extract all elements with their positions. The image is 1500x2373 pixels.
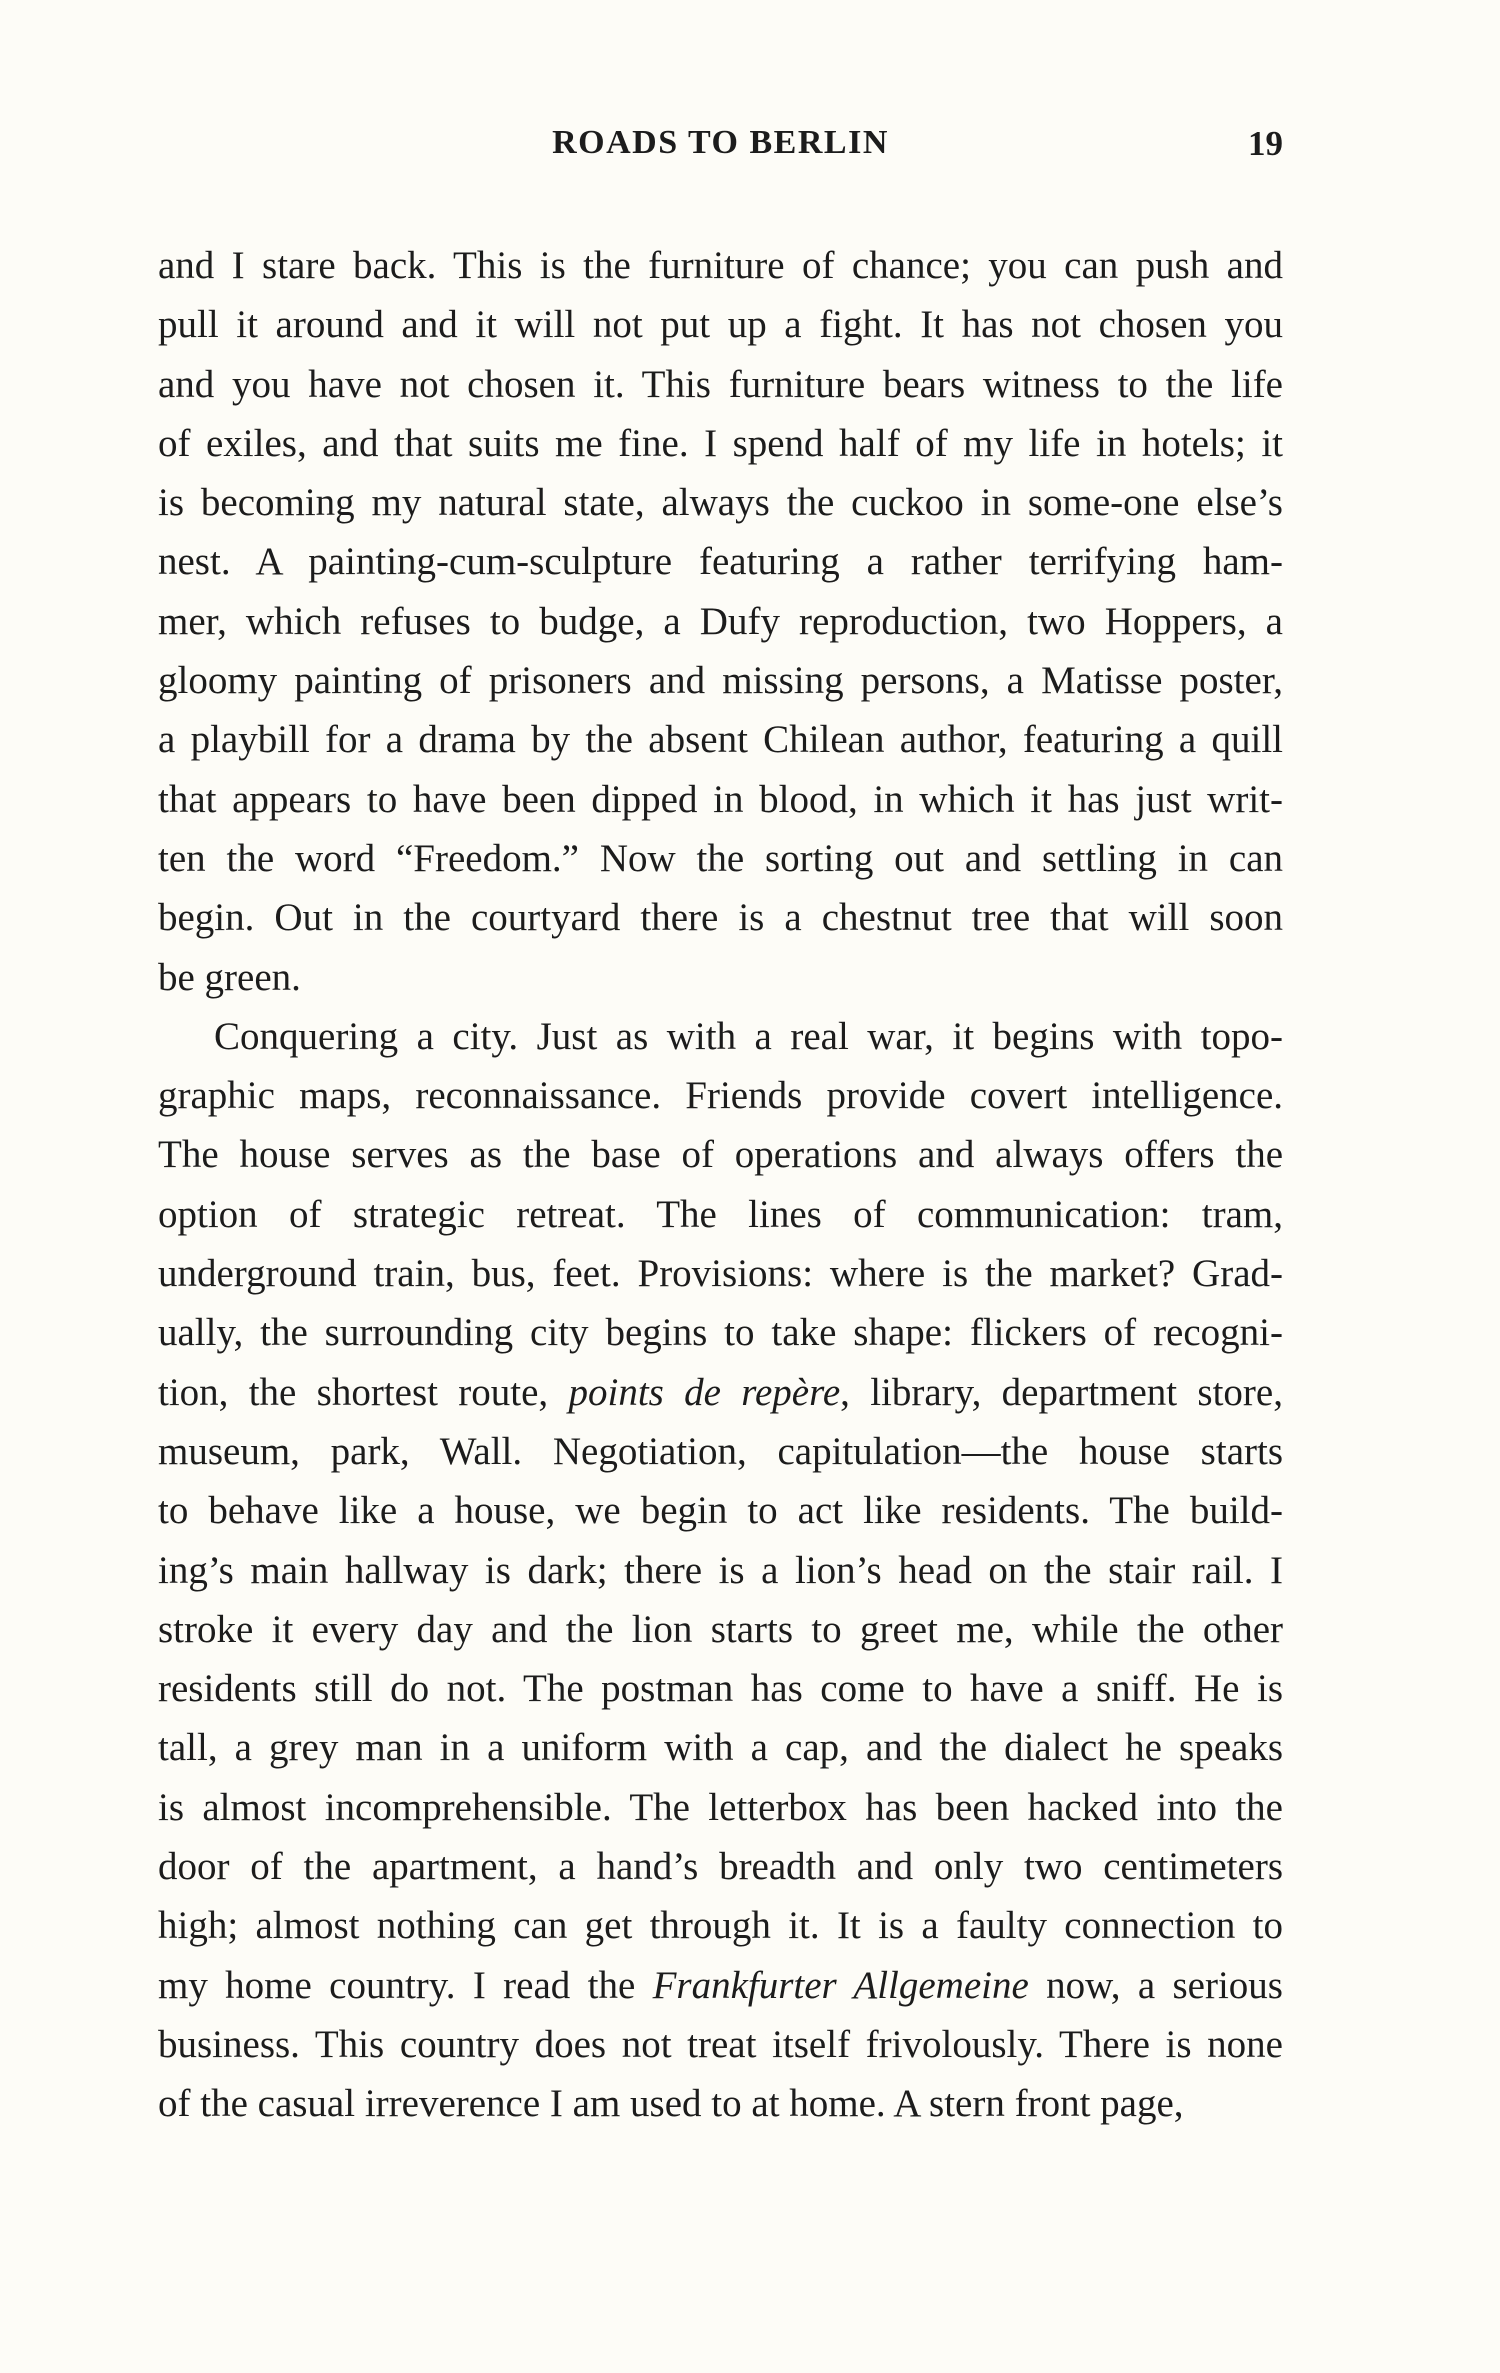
- paragraph: [158, 1007, 1283, 2134]
- text-line: museum, park, Wall. Negotiation, capitulation—the house starts: [158, 1429, 1283, 1473]
- text-line: mer, which refuses to budge, a Dufy reproduction, two Hoppers, a: [158, 599, 1283, 643]
- text-line: stroke it every day and the lion starts to greet me, while the other: [158, 1607, 1283, 1651]
- text-line: high; almost nothing can get through it. It is a faulty connection to: [158, 1904, 1283, 1948]
- text-line: Conquering a city. Just as with a real war, it begins with topo-: [214, 1014, 1283, 1058]
- text-line: is almost incomprehensible. The letterbox has been hacked into the: [158, 1785, 1283, 1829]
- text-line: to behave like a house, we begin to act like residents. The build-: [158, 1489, 1283, 1533]
- text-line: that appears to have been dipped in blood, in which it has just writ-: [158, 777, 1283, 821]
- text-line: a playbill for a drama by the absent Chilean author, featuring a quill: [158, 718, 1283, 762]
- text-line: of exiles, and that suits me fine. I spend half of my life in hotels; it: [158, 421, 1283, 465]
- italic-title: points de repère: [568, 1370, 841, 1414]
- text-line: graphic maps, reconnaissance. Friends provide covert intelligence.: [158, 1074, 1283, 1118]
- text-line: and you have not chosen it. This furniture bears witness to the life: [158, 362, 1283, 406]
- text-line: ually, the surrounding city begins to take shape: flickers of recogni-: [158, 1311, 1283, 1355]
- text-line: The house serves as the base of operations and always offers the: [158, 1133, 1283, 1177]
- running-head: [158, 124, 1283, 174]
- text-line: my home country. I read the Frankfurter Allgemeine now, a serious: [158, 1963, 1283, 2007]
- text-line: underground train, bus, feet. Provisions: where is the market? Grad-: [158, 1252, 1283, 1296]
- text-line: tion, the shortest route, points de repère, library, department store,: [158, 1370, 1283, 1414]
- text-line: door of the apartment, a hand’s breadth and only two centimeters: [158, 1845, 1283, 1889]
- italic-title: Frankfurter Allgemeine: [652, 1963, 1029, 2007]
- body-text: [158, 236, 1283, 2134]
- paragraph: [158, 236, 1283, 1007]
- text-line: tall, a grey man in a uniform with a cap, and the dialect he speaks: [158, 1726, 1283, 1770]
- page-number: 19: [1248, 124, 1283, 163]
- running-title: ROADS TO BERLIN: [552, 124, 889, 161]
- text-line: residents still do not. The postman has come to have a sniff. He is: [158, 1667, 1283, 1711]
- text-line: business. This country does not treat itself frivolously. There is none: [158, 2022, 1283, 2066]
- text-line: option of strategic retreat. The lines of communication: tram,: [158, 1192, 1283, 1236]
- text-line: be green.: [158, 955, 301, 999]
- text-line: begin. Out in the courtyard there is a chestnut tree that will soon: [158, 896, 1283, 940]
- text-line: of the casual irreverence I am used to at home. A stern front page,: [158, 2082, 1184, 2126]
- text-line: pull it around and it will not put up a fight. It has not chosen you: [158, 303, 1283, 347]
- text-line: gloomy painting of prisoners and missing persons, a Matisse poster,: [158, 659, 1283, 703]
- text-line: ing’s main hallway is dark; there is a lion’s head on the stair rail. I: [158, 1548, 1283, 1592]
- text-line: ten the word “Freedom.” Now the sorting out and settling in can: [158, 836, 1283, 880]
- text-line: nest. A painting-cum-sculpture featuring a rather terrifying ham-: [158, 540, 1283, 584]
- text-line: is becoming my natural state, always the cuckoo in some-one else’s: [158, 481, 1283, 525]
- text-line: and I stare back. This is the furniture of chance; you can push and: [158, 244, 1283, 287]
